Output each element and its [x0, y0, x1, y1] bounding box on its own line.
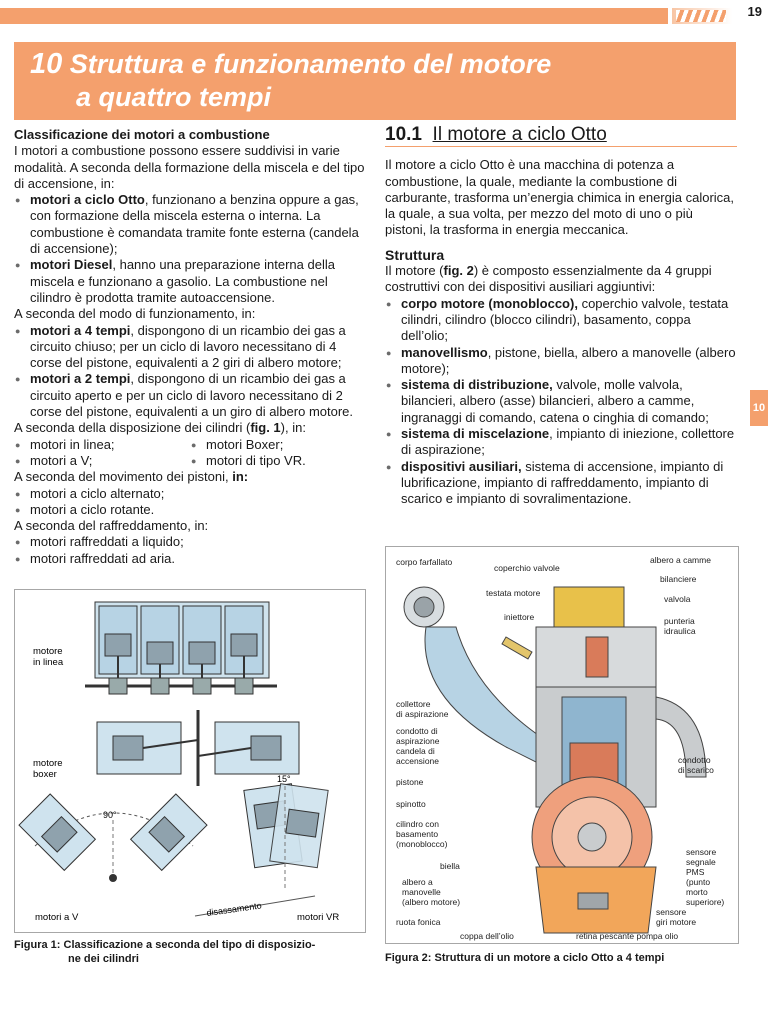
term: motori a 4 tempi: [30, 322, 131, 338]
label-offset: disassamento: [205, 900, 263, 918]
label-cilindro-2: basamento: [396, 829, 439, 839]
label-sensore-giri-2: giri motore: [656, 917, 697, 927]
movement-intro: [14, 469, 366, 485]
label-coppa-olio: coppa dell’olio: [460, 931, 514, 941]
otto-intro: Il motore a ciclo Otto è una macchina di potenza a combustione, la quale, mediante la combustione di carburante, trasforma un’energia chimica in energia calorica, la quale, a sua volta, per mezzo del moto di uno o più pistoni, la trasforma in energia meccanica.: [385, 157, 735, 238]
v-engine-drawing: [19, 794, 207, 882]
label-retina: retina pescante pompa olio: [576, 931, 679, 941]
list-item: ● motori a ciclo rotante.: [14, 502, 366, 518]
vr-engine-drawing: [195, 784, 328, 916]
label-sensore-pms-4: (punto: [686, 877, 711, 887]
label-cilindro-3: (monoblocco): [396, 839, 448, 849]
chapter-side-tab: 10: [750, 390, 768, 426]
term: sistema di distribuzione,: [401, 377, 553, 393]
label-albero-manovelle-1: albero a: [402, 877, 433, 887]
list-item: [385, 296, 737, 345]
header-bar: [0, 8, 668, 24]
layout-lists: [14, 437, 366, 470]
definition: , funzionano a benzina oppure a gas, con formazione della miscela esterna o interna. La combustione è comandata tramite fonte esterna (candela di accensione);: [30, 192, 359, 257]
figure-2-caption: Figura 2: Struttura di un motore a ciclo Otto a 4 tempi: [385, 952, 665, 964]
movement-list: [14, 486, 366, 519]
label-boxer-1: motore: [33, 758, 63, 769]
list-item: ● motori di tipo VR.: [190, 453, 366, 469]
text: A seconda del movimento dei pistoni,: [14, 469, 233, 485]
figure-ref: fig. 1: [250, 420, 281, 436]
header-stripes: [676, 10, 726, 22]
layout-list-col2: [190, 437, 366, 470]
term: corpo motore (monoblocco),: [401, 295, 578, 311]
term: manovellismo: [401, 344, 488, 360]
structure-heading: Struttura: [385, 246, 445, 263]
chapter-title-line2: a quattro tempi: [76, 82, 272, 112]
label-sensore-pms-3: PMS: [686, 867, 705, 877]
list-item: [385, 459, 737, 508]
inline-engine-drawing: [85, 602, 277, 694]
list-item: [14, 371, 366, 420]
definition: coperchio valvole, testata cilindri, cilindro (blocco cilindri), basamento, coppa dell’olio;: [401, 295, 729, 344]
classification-heading: Classificazione dei motori a combustione: [14, 127, 270, 142]
label-testata-motore: testata motore: [486, 588, 541, 598]
ignition-list: [14, 192, 366, 306]
definition: , hanno una preparazione interna della miscela e funzionano a gasolio. La combustione nel cilindro è prodotta tramite autoaccensione.: [30, 257, 335, 305]
label-pistone: pistone: [396, 777, 424, 787]
label-sensore-pms-5: morto: [686, 887, 708, 897]
classification-intro: I motori a combustione possono essere suddivisi in varie modalità. A seconda della formazione della miscela e del tipo di accensione, in:: [14, 143, 365, 191]
term: dispositivi ausiliari,: [401, 458, 522, 474]
list-item: [14, 257, 366, 306]
chapter-banner: [14, 42, 736, 120]
chapter-title-line1: Struttura e funzionamento del motore: [69, 49, 552, 79]
label-bilanciere: bilanciere: [660, 574, 697, 584]
label-vr-engine: motori VR: [297, 912, 340, 923]
section-title-text: Il motore a ciclo Otto: [432, 124, 607, 145]
label-condotto-asp-2: aspirazione: [396, 736, 440, 746]
label-sensore-pms-2: segnale: [686, 857, 716, 867]
figure-ref: fig. 2: [443, 263, 474, 279]
engine-drawing: [404, 587, 706, 933]
section-number: 10.1: [385, 124, 422, 145]
list-item: [385, 377, 737, 426]
label-condotto-scarico-1: condotto: [678, 755, 711, 765]
label-boxer-2: boxer: [33, 769, 57, 780]
text: Il motore (: [385, 263, 444, 279]
label-biella: biella: [440, 861, 460, 871]
term: sistema di miscelazione: [401, 426, 550, 442]
label-sensore-pms-1: sensore: [686, 847, 717, 857]
list-item: ● motori raffreddati a liquido;: [14, 534, 366, 550]
definition: valvole, molle valvola, bilancieri, albero (asse) bilancieri, albero a camme, ingranaggi di comando, catena o cinghia di comando;: [401, 377, 709, 425]
section-title: [385, 124, 737, 147]
label-albero-manovelle-2: manovelle: [402, 887, 441, 897]
text: ) è composto essenzialmente da 4 gruppi costruttivi con dei dispositivi ausiliari aggiuntivi:: [385, 263, 712, 295]
list-item: ● motori in linea;: [14, 437, 190, 453]
label-albero-manovelle-3: (albero motore): [402, 897, 461, 907]
structure-list: [385, 296, 737, 508]
label-cilindro-1: cilindro con: [396, 819, 439, 829]
definition: , dispongono di un ricambio dei gas a circuito aperto e per un ciclo di lavoro necessitano di 2 corse del pistone, equivalenti a un giro di albero motore.: [30, 371, 354, 420]
cooling-list: [14, 534, 366, 567]
label-inline-1: motore: [33, 646, 63, 657]
label-sensore-giri-1: sensore: [656, 907, 687, 917]
list-item: ● motori Boxer;: [190, 437, 366, 453]
figure-1-caption: [14, 938, 366, 966]
left-column: [14, 127, 366, 567]
term: motori a ciclo Otto: [30, 192, 145, 208]
figure-1: [14, 589, 366, 933]
text: in:: [232, 469, 249, 485]
text: A seconda della disposizione dei cilindri (: [14, 420, 251, 436]
chapter-number: 10: [30, 48, 63, 80]
label-corpo-farfallato: corpo farfallato: [396, 557, 453, 567]
cylinder-layouts-illustration: [15, 590, 365, 932]
label-sensore-pms-6: superiore): [686, 897, 725, 907]
label-punteria-2: idraulica: [664, 626, 696, 636]
label-collettore-2: di aspirazione: [396, 709, 449, 719]
label-candela-2: accensione: [396, 756, 440, 766]
label-coperchio-valvole: coperchio valvole: [494, 563, 560, 573]
label-condotto-scarico-2: di scarico: [678, 765, 714, 775]
operation-list: [14, 323, 366, 421]
label-iniettore: iniettore: [504, 612, 535, 622]
label-albero-a-camme: albero a camme: [650, 555, 711, 565]
list-item: [14, 192, 366, 257]
label-collettore-1: collettore: [396, 699, 431, 709]
caption-line2: ne dei cilindri: [68, 953, 139, 965]
structure-intro: [385, 263, 737, 296]
label-valvola: valvola: [664, 594, 691, 604]
right-column: [385, 124, 737, 508]
label-spinotto: spinotto: [396, 799, 426, 809]
figure-2: [385, 546, 739, 944]
definition: sistema di accensione, impianto di lubrificazione, impianto di raffreddamento, impianto di scarico e impianto di sovralimentazione.: [401, 458, 724, 507]
chapter-title: [30, 48, 720, 114]
label-ruota-fonica: ruota fonica: [396, 917, 441, 927]
definition: , pistone, biella, albero a manovelle (albero motore);: [401, 344, 736, 376]
label-condotto-asp-1: condotto di: [396, 726, 438, 736]
label-candela-1: candela di: [396, 746, 435, 756]
list-item: ● motori raffreddati ad aria.: [14, 551, 366, 567]
definition: , dispongono di un ricambio dei gas a circuito chiuso; per un ciclo di lavoro necessitano di 4 corse del pistone, equivalenti a 2 giri di albero motore;: [30, 322, 346, 371]
layout-list-col1: [14, 437, 190, 470]
definition: , impianto di iniezione, collettore di aspirazione;: [401, 426, 735, 458]
list-item: ● motori a ciclo alternato;: [14, 486, 366, 502]
list-item: [14, 323, 366, 372]
list-item: [385, 345, 737, 378]
label-angle-v: 90°: [103, 810, 117, 820]
label-angle-vr: 15°: [277, 774, 291, 784]
list-item: ● motori a V;: [14, 453, 190, 469]
operation-intro: A seconda del modo di funzionamento, in:: [14, 306, 256, 322]
label-punteria-1: punteria: [664, 616, 695, 626]
layout-intro: [14, 420, 366, 436]
label-v-engine: motori a V: [35, 912, 79, 923]
text: ), in:: [280, 420, 306, 436]
label-inline-2: in linea: [33, 657, 64, 668]
list-item: [385, 426, 737, 459]
caption-line1: Figura 1: Classificazione a seconda del tipo di disposizio-: [14, 939, 316, 951]
boxer-engine-drawing: [97, 710, 299, 786]
term: motori a 2 tempi: [30, 371, 131, 387]
otto-engine-cutaway: [386, 547, 738, 943]
page-number: 19: [747, 4, 762, 19]
term: motori Diesel: [30, 257, 113, 273]
cooling-intro: A seconda del raffreddamento, in:: [14, 518, 209, 534]
